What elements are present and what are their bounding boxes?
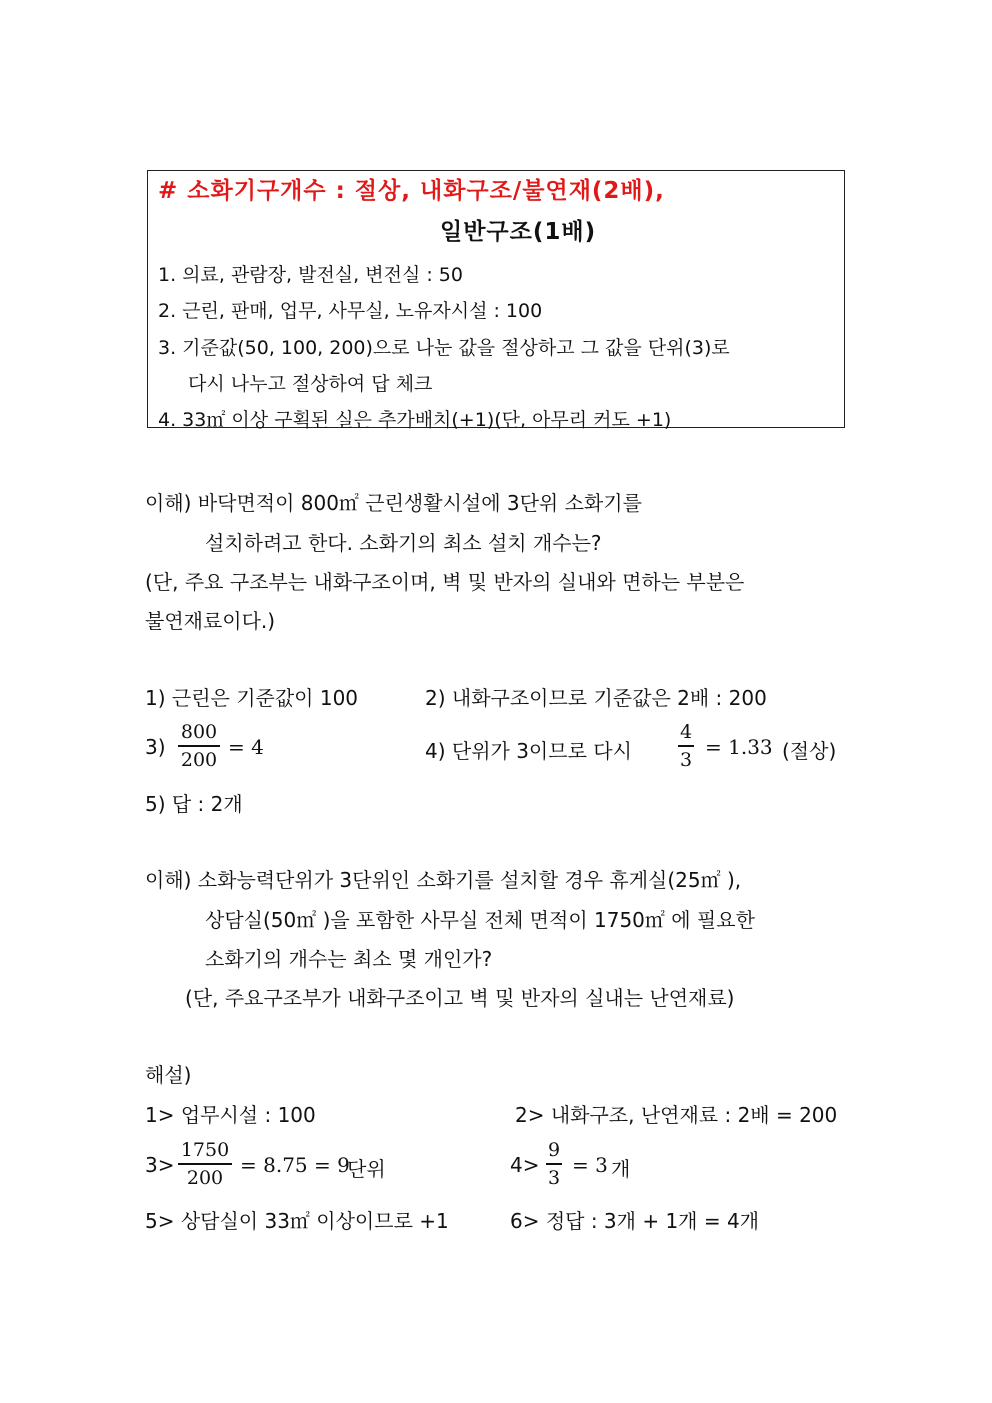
q2-step4-fraction: [546, 1138, 562, 1190]
fraction-bar: [178, 745, 220, 747]
rule-1: 1. 의료, 관람장, 발전실, 변전실 : 50: [158, 264, 463, 286]
q1-line2: 설치하려고 한다. 소화기의 최소 설치 개수는?: [205, 531, 602, 555]
q2-solution-label: 해설): [145, 1063, 192, 1087]
q2-line3: 소화기의 개수는 최소 몇 개인가?: [205, 947, 493, 971]
q2-step3-label: 3>: [145, 1153, 175, 1177]
q2-step5: 5> 상담실이 33㎡ 이상이므로 +1: [145, 1209, 449, 1233]
q2-step3-result: = 8.75 = 9: [240, 1153, 350, 1177]
q2-step4-numerator: 9: [547, 1139, 561, 1161]
q1-line3: (단, 주요 구조부는 내화구조이며, 벽 및 반자의 실내와 면하는 부분은: [145, 570, 745, 594]
q2-step3-suffix: 단위: [347, 1157, 386, 1181]
q2-line1: 이해) 소화능력단위가 3단위인 소화기를 설치할 경우 휴게실(25㎡ ),: [145, 868, 742, 892]
q1-step3-numerator: 800: [180, 721, 218, 743]
q1-step4-prefix: 4) 단위가 3이므로 다시: [425, 739, 632, 763]
q2-step4-denominator: 3: [547, 1166, 561, 1189]
q2-step3-numerator: 1750: [180, 1139, 230, 1161]
q2-step4-suffix: 개: [611, 1157, 631, 1181]
q1-step4-numerator: 4: [679, 721, 693, 743]
rule-4: 4. 33㎡ 이상 구획된 실은 추가배치(+1)(단, 아무리 커도 +1): [158, 409, 672, 431]
q1-step4-suffix: (절상): [782, 739, 837, 763]
q1-line4: 불연재료이다.): [145, 609, 276, 633]
q1-step3-denominator: 200: [180, 748, 218, 771]
q1-step3-result: = 4: [228, 735, 264, 759]
fraction-bar: [178, 1163, 232, 1165]
q2-answer: 6> 정답 : 3개 + 1개 = 4개: [510, 1209, 760, 1233]
q2-step4-result: = 3: [572, 1153, 608, 1177]
q1-step4-denominator: 3: [679, 748, 693, 771]
q2-line4: (단, 주요구조부가 내화구조이고 벽 및 반자의 실내는 난연재료): [185, 986, 735, 1010]
q1-step1: 1) 근린은 기준값이 100: [145, 686, 359, 710]
q1-step2: 2) 내화구조이므로 기준값은 2배 : 200: [425, 686, 767, 710]
box-subtitle: 일반구조(1배): [440, 219, 597, 245]
q1-line1: 이해) 바닥면적이 800㎡ 근린생활시설에 3단위 소화기를: [145, 491, 642, 515]
q2-step1: 1> 업무시설 : 100: [145, 1103, 316, 1127]
rule-3-cont: 다시 나누고 절상하여 답 체크: [188, 373, 433, 395]
q1-step4-fraction: [678, 720, 694, 772]
q2-step3-denominator: 200: [186, 1166, 224, 1189]
q2-step2: 2> 내화구조, 난연재료 : 2배 = 200: [515, 1103, 838, 1127]
box-title: # 소화기구개수 : 절상, 내화구조/불연재(2배),: [158, 178, 665, 204]
q1-step3-label: 3): [145, 735, 166, 759]
fraction-bar: [546, 1163, 562, 1165]
q1-step3-fraction: [178, 720, 220, 772]
rule-2: 2. 근린, 판매, 업무, 사무실, 노유자시설 : 100: [158, 300, 543, 322]
q2-line2: 상담실(50㎡ )을 포함한 사무실 전체 면적이 1750㎡ 에 필요한: [205, 908, 755, 932]
q1-answer: 5) 답 : 2개: [145, 792, 243, 816]
rule-3: 3. 기준값(50, 100, 200)으로 나눈 값을 절상하고 그 값을 단위(3)로: [158, 337, 730, 359]
fraction-bar: [678, 745, 694, 747]
q2-step3-fraction: [178, 1138, 232, 1190]
q2-step4-label: 4>: [510, 1153, 540, 1177]
q1-step4-result: = 1.33: [705, 735, 773, 759]
